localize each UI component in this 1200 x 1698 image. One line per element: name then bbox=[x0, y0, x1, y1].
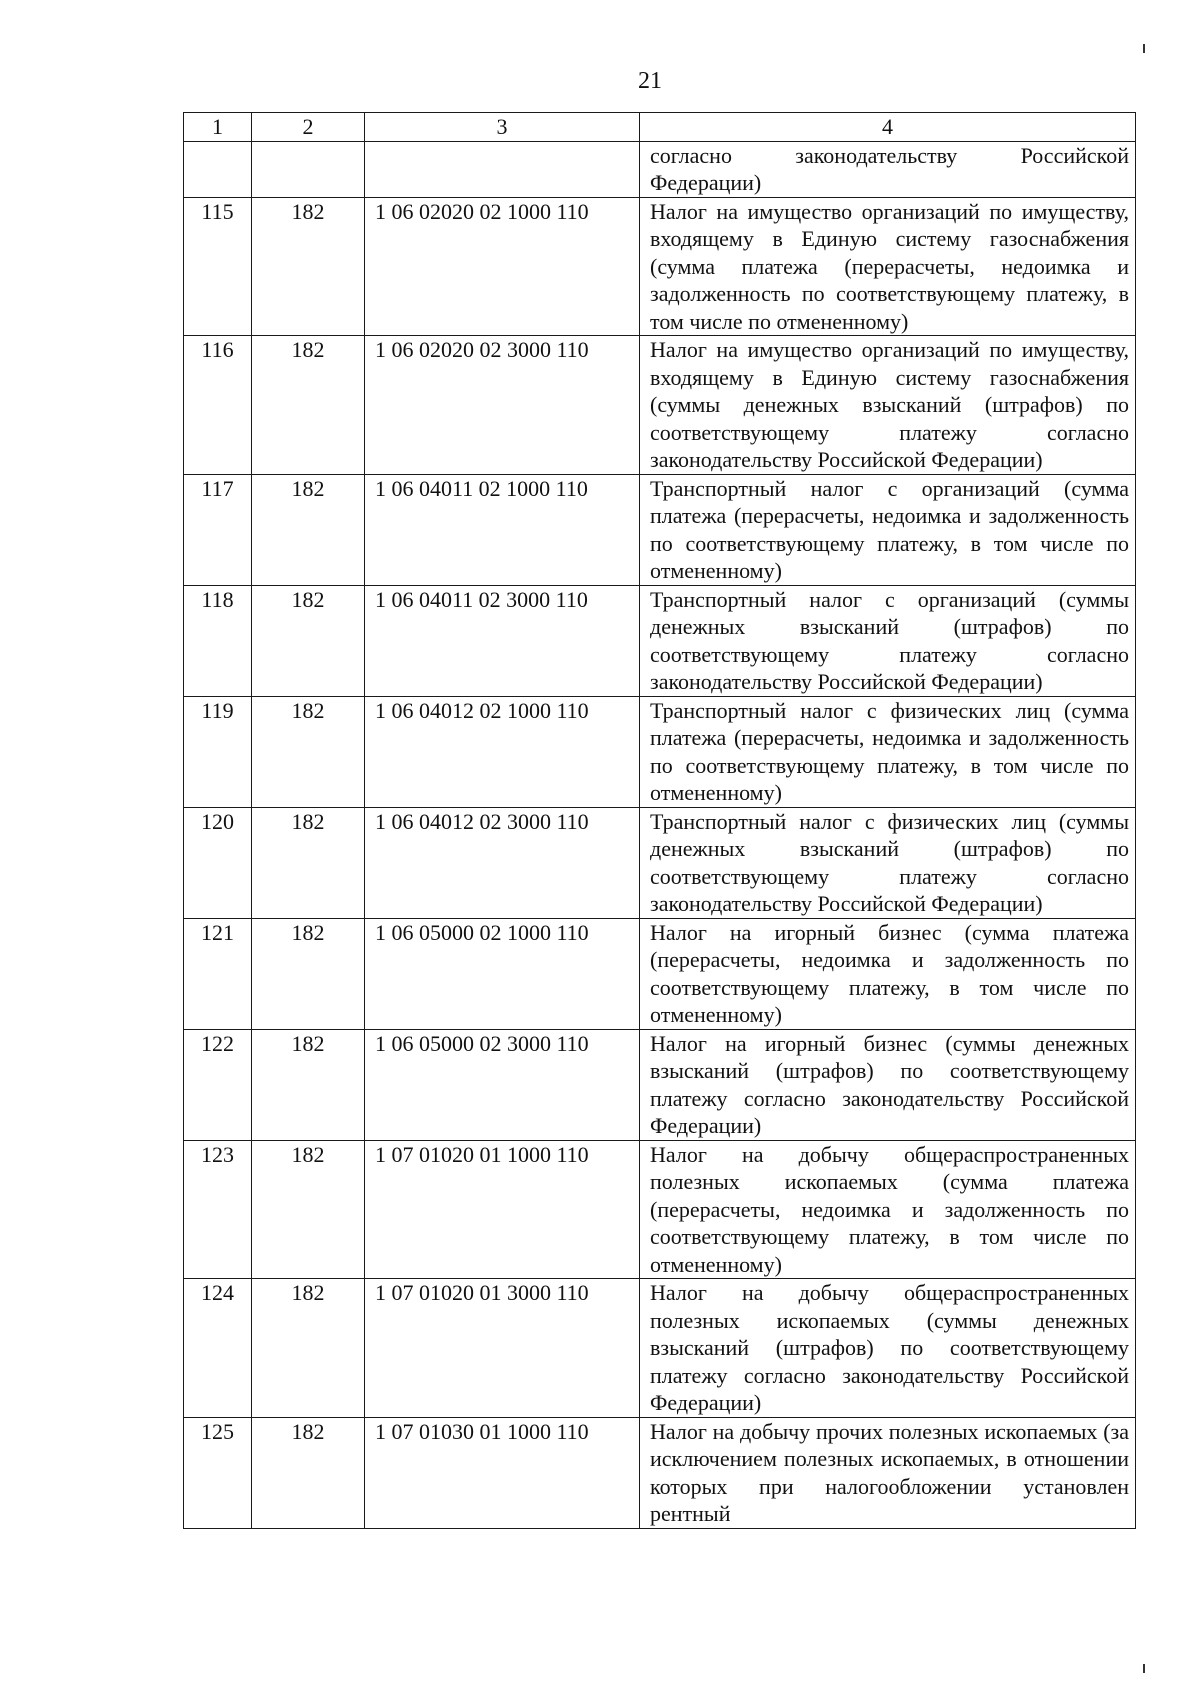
row-number: 119 bbox=[184, 696, 252, 807]
table-row bbox=[184, 1417, 1136, 1528]
row-description: Транспортный налог с организаций (сумма платежа (перерасчеты, недоимка и задолженность по соответствующему платежу, в том числе по отмененному) bbox=[640, 474, 1136, 585]
header-col-3: 3 bbox=[365, 113, 640, 142]
row-number: 122 bbox=[184, 1029, 252, 1140]
row-admin-code: 182 bbox=[252, 336, 365, 475]
row-revenue-code: 1 07 01020 01 1000 110 bbox=[365, 1140, 640, 1279]
row-description: Налог на добычу общераспространенных полезных ископаемых (суммы денежных взысканий (штрафов) по соответствующему платежу согласно законодательству Российской Федерации) bbox=[640, 1279, 1136, 1418]
row-number bbox=[184, 141, 252, 197]
row-revenue-code: 1 06 04012 02 1000 110 bbox=[365, 696, 640, 807]
row-admin-code bbox=[252, 141, 365, 197]
scan-speck bbox=[1143, 1664, 1145, 1673]
page-number: 21 bbox=[638, 68, 662, 94]
table-header bbox=[184, 113, 1136, 142]
row-number: 121 bbox=[184, 918, 252, 1029]
row-number: 117 bbox=[184, 474, 252, 585]
row-number: 116 bbox=[184, 336, 252, 475]
row-admin-code: 182 bbox=[252, 585, 365, 696]
header-col-4: 4 bbox=[640, 113, 1136, 142]
scan-speck bbox=[1143, 44, 1145, 53]
header-col-2: 2 bbox=[252, 113, 365, 142]
row-admin-code: 182 bbox=[252, 1417, 365, 1528]
row-revenue-code: 1 06 04011 02 3000 110 bbox=[365, 585, 640, 696]
row-description: Транспортный налог с физических лиц (суммы денежных взысканий (штрафов) по соответствующему платежу согласно законодательству Российской Федерации) bbox=[640, 807, 1136, 918]
table-row bbox=[184, 807, 1136, 918]
table-row bbox=[184, 474, 1136, 585]
table-row bbox=[184, 918, 1136, 1029]
row-number: 123 bbox=[184, 1140, 252, 1279]
row-admin-code: 182 bbox=[252, 1140, 365, 1279]
table-row-continuation bbox=[184, 141, 1136, 197]
row-admin-code: 182 bbox=[252, 918, 365, 1029]
row-revenue-code: 1 06 02020 02 3000 110 bbox=[365, 336, 640, 475]
row-admin-code: 182 bbox=[252, 807, 365, 918]
row-revenue-code: 1 06 05000 02 1000 110 bbox=[365, 918, 640, 1029]
row-description: согласно законодательству Российской Федерации) bbox=[640, 141, 1136, 197]
row-description: Налог на добычу прочих полезных ископаемых (за исключением полезных ископаемых, в отношении которых при налогообложении установлен рентный bbox=[640, 1417, 1136, 1528]
row-revenue-code: 1 06 04012 02 3000 110 bbox=[365, 807, 640, 918]
row-number: 124 bbox=[184, 1279, 252, 1418]
row-revenue-code: 1 06 05000 02 3000 110 bbox=[365, 1029, 640, 1140]
table-row bbox=[184, 336, 1136, 475]
row-description: Налог на добычу общераспространенных полезных ископаемых (сумма платежа (перерасчеты, недоимка и задолженность по соответствующему платежу, в том числе по отмененному) bbox=[640, 1140, 1136, 1279]
table-row bbox=[184, 1029, 1136, 1140]
row-revenue-code bbox=[365, 141, 640, 197]
header-row bbox=[184, 113, 1136, 142]
header-col-1: 1 bbox=[184, 113, 252, 142]
row-revenue-code: 1 07 01030 01 1000 110 bbox=[365, 1417, 640, 1528]
row-description: Налог на игорный бизнес (суммы денежных взысканий (штрафов) по соответствующему платежу согласно законодательству Российской Федерации) bbox=[640, 1029, 1136, 1140]
row-number: 125 bbox=[184, 1417, 252, 1528]
row-admin-code: 182 bbox=[252, 474, 365, 585]
table-body bbox=[184, 141, 1136, 1528]
row-description: Налог на имущество организаций по имуществу, входящему в Единую систему газоснабжения (сумма платежа (перерасчеты, недоимка и задолженность по соответствующему платежу, в том числе по отмененному) bbox=[640, 197, 1136, 336]
table-row bbox=[184, 1140, 1136, 1279]
row-revenue-code: 1 07 01020 01 3000 110 bbox=[365, 1279, 640, 1418]
row-revenue-code: 1 06 04011 02 1000 110 bbox=[365, 474, 640, 585]
revenue-codes-table bbox=[183, 112, 1136, 1529]
row-number: 120 bbox=[184, 807, 252, 918]
row-description: Налог на имущество организаций по имуществу, входящему в Единую систему газоснабжения (суммы денежных взысканий (штрафов) по соответствующему платежу согласно законодательству Российской Федерации) bbox=[640, 336, 1136, 475]
row-admin-code: 182 bbox=[252, 1029, 365, 1140]
table-row bbox=[184, 696, 1136, 807]
row-description: Налог на игорный бизнес (сумма платежа (перерасчеты, недоимка и задолженность по соответствующему платежу, в том числе по отмененному) bbox=[640, 918, 1136, 1029]
row-admin-code: 182 bbox=[252, 1279, 365, 1418]
row-description: Транспортный налог с физических лиц (сумма платежа (перерасчеты, недоимка и задолженность по соответствующему платежу, в том числе по отмененному) bbox=[640, 696, 1136, 807]
row-number: 118 bbox=[184, 585, 252, 696]
row-admin-code: 182 bbox=[252, 197, 365, 336]
table-row bbox=[184, 585, 1136, 696]
table-row bbox=[184, 197, 1136, 336]
row-description: Транспортный налог с организаций (суммы денежных взысканий (штрафов) по соответствующему платежу согласно законодательству Российской Федерации) bbox=[640, 585, 1136, 696]
row-admin-code: 182 bbox=[252, 696, 365, 807]
table-row bbox=[184, 1279, 1136, 1418]
row-number: 115 bbox=[184, 197, 252, 336]
row-revenue-code: 1 06 02020 02 1000 110 bbox=[365, 197, 640, 336]
